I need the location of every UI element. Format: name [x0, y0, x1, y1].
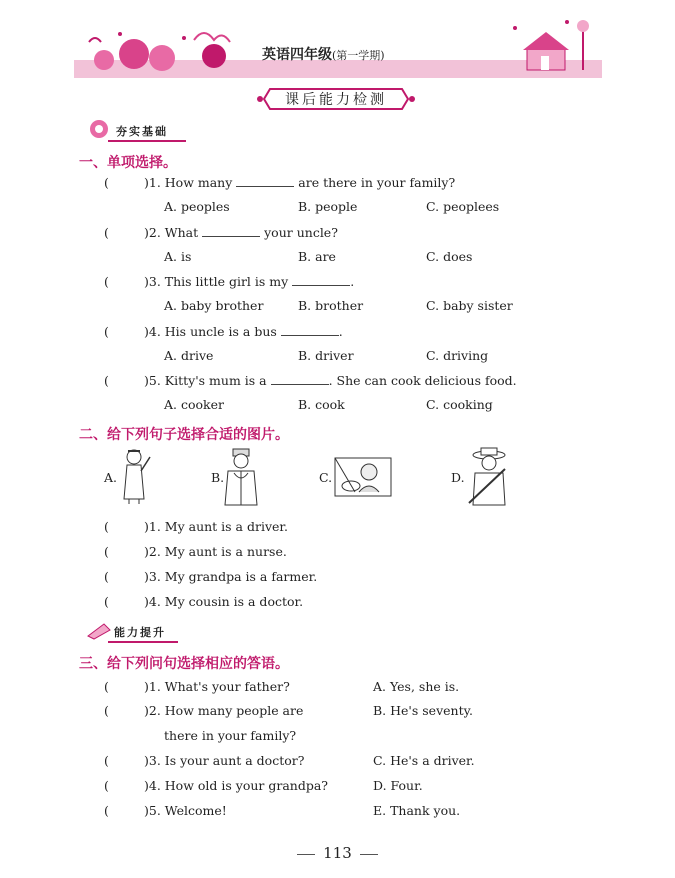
- book-subtitle: (第一学期): [332, 49, 385, 62]
- flower-icon: [88, 118, 110, 140]
- q5-option-b[interactable]: B. cook: [298, 397, 345, 412]
- header-left-ornament-icon: [74, 20, 244, 78]
- part1-tag: 夯实基础: [116, 125, 168, 138]
- farmer-picture-icon: [465, 447, 511, 507]
- answer-paren[interactable]: (: [104, 753, 109, 768]
- s3-row-3: [104, 753, 304, 768]
- part2-tag: 能力提升: [114, 626, 166, 639]
- q1-tail: are there in your family?: [298, 175, 456, 190]
- q2-option-a[interactable]: A. is: [164, 249, 192, 264]
- q3-option-a[interactable]: A. baby brother: [164, 298, 264, 313]
- s3-answer-e: E. Thank you.: [373, 803, 461, 818]
- s3-answer-b: B. He's seventy.: [373, 703, 473, 718]
- s2-sentence-4: [104, 594, 303, 609]
- q1-option-a[interactable]: A. peoples: [164, 199, 230, 214]
- answer-paren[interactable]: (: [104, 703, 109, 718]
- answer-paren[interactable]: (: [104, 225, 109, 240]
- q3-tail: .: [350, 274, 355, 289]
- q3-option-c[interactable]: C. baby sister: [426, 298, 513, 313]
- driver-picture-icon: [333, 452, 393, 498]
- section1-title: 一、单项选择。: [79, 155, 177, 171]
- answer-paren[interactable]: (: [104, 175, 109, 190]
- s3-row-4: [104, 778, 328, 793]
- q1-stem: )1. How many: [144, 175, 233, 190]
- dash-left: [297, 854, 315, 855]
- answer-paren[interactable]: (: [104, 594, 109, 609]
- page-number-text: 113: [323, 844, 352, 862]
- answer-paren[interactable]: (: [104, 519, 109, 534]
- sentence-text: )4. My cousin is a doctor.: [144, 594, 304, 609]
- answer-paren[interactable]: (: [104, 324, 109, 339]
- s3-row-5: [104, 803, 227, 818]
- section2-title: 二、给下列句子选择合适的图片。: [79, 427, 289, 443]
- doctor-picture-icon: [222, 447, 260, 507]
- q4-row: [104, 323, 343, 339]
- fill-blank[interactable]: [271, 372, 329, 385]
- answer-paren[interactable]: (: [104, 803, 109, 818]
- s2-sentence-1: [104, 519, 288, 534]
- q5-row: [104, 372, 517, 388]
- sentence-text: )3. My grandpa is a farmer.: [144, 569, 318, 584]
- fill-blank[interactable]: [202, 224, 260, 237]
- answer-paren[interactable]: (: [104, 544, 109, 559]
- q2-stem: )2. What: [144, 225, 199, 240]
- q4-stem: )4. His uncle is a bus: [144, 324, 277, 339]
- question-text: )2. How many people are: [144, 703, 304, 718]
- question-text: )1. What's your father?: [144, 679, 290, 694]
- sentence-text: )1. My aunt is a driver.: [144, 519, 288, 534]
- banner-title: 课后能力检测: [285, 92, 387, 108]
- q4-option-b[interactable]: B. driver: [298, 348, 354, 363]
- q5-tail: . She can cook delicious food.: [328, 373, 517, 388]
- s3-answer-d: D. Four.: [373, 778, 423, 793]
- question-text: )4. How old is your grandpa?: [144, 778, 328, 793]
- fill-blank[interactable]: [292, 273, 350, 286]
- q4-option-c[interactable]: C. driving: [426, 348, 489, 363]
- tag-underline: [108, 140, 186, 142]
- q1-option-b[interactable]: B. people: [298, 199, 358, 214]
- picture-d-label: D.: [451, 470, 465, 485]
- q3-option-b[interactable]: B. brother: [298, 298, 364, 313]
- sentence-text: )2. My aunt is a nurse.: [144, 544, 287, 559]
- s3-row-2-cont: there in your family?: [164, 728, 297, 743]
- question-text: )5. Welcome!: [144, 803, 227, 818]
- header-right-house-icon: [505, 14, 600, 78]
- dash-right: [360, 854, 378, 855]
- fill-blank[interactable]: [236, 174, 294, 187]
- answer-paren[interactable]: (: [104, 569, 109, 584]
- q2-option-c[interactable]: C. does: [426, 249, 473, 264]
- picture-a-label: A.: [104, 470, 118, 485]
- q2-option-b[interactable]: B. are: [298, 249, 336, 264]
- picture-c-label: C.: [319, 470, 333, 485]
- answer-paren[interactable]: (: [104, 274, 109, 289]
- q2-tail: your uncle?: [264, 225, 338, 240]
- nurse-picture-icon: [120, 447, 154, 505]
- s3-answer-a: A. Yes, she is.: [373, 679, 460, 694]
- q3-row: [104, 273, 354, 289]
- q4-option-a[interactable]: A. drive: [164, 348, 214, 363]
- page-number: [0, 844, 675, 862]
- answer-paren[interactable]: (: [104, 778, 109, 793]
- answer-paren[interactable]: (: [104, 679, 109, 694]
- section3-title: 三、给下列问句选择相应的答语。: [79, 656, 289, 672]
- fill-blank[interactable]: [281, 323, 339, 336]
- s2-sentence-3: [104, 569, 317, 584]
- q1-option-c[interactable]: C. peoplees: [426, 199, 500, 214]
- picture-b-label: B.: [211, 470, 225, 485]
- q3-stem: )3. This little girl is my: [144, 274, 289, 289]
- s3-row-1: [104, 679, 290, 694]
- question-text: )3. Is your aunt a doctor?: [144, 753, 305, 768]
- q2-row: [104, 224, 338, 240]
- q5-stem: )5. Kitty's mum is a: [144, 373, 267, 388]
- q1-row: [104, 174, 455, 190]
- s3-row-2: [104, 703, 303, 718]
- book-title: 英语四年级(第一学期): [262, 47, 385, 63]
- tag-underline: [108, 641, 178, 643]
- pencil-hand-icon: [86, 620, 112, 640]
- answer-paren[interactable]: (: [104, 373, 109, 388]
- q5-option-a[interactable]: A. cooker: [164, 397, 224, 412]
- q4-tail: .: [338, 324, 343, 339]
- q5-option-c[interactable]: C. cooking: [426, 397, 493, 412]
- s3-answer-c: C. He's a driver.: [373, 753, 475, 768]
- s2-sentence-2: [104, 544, 287, 559]
